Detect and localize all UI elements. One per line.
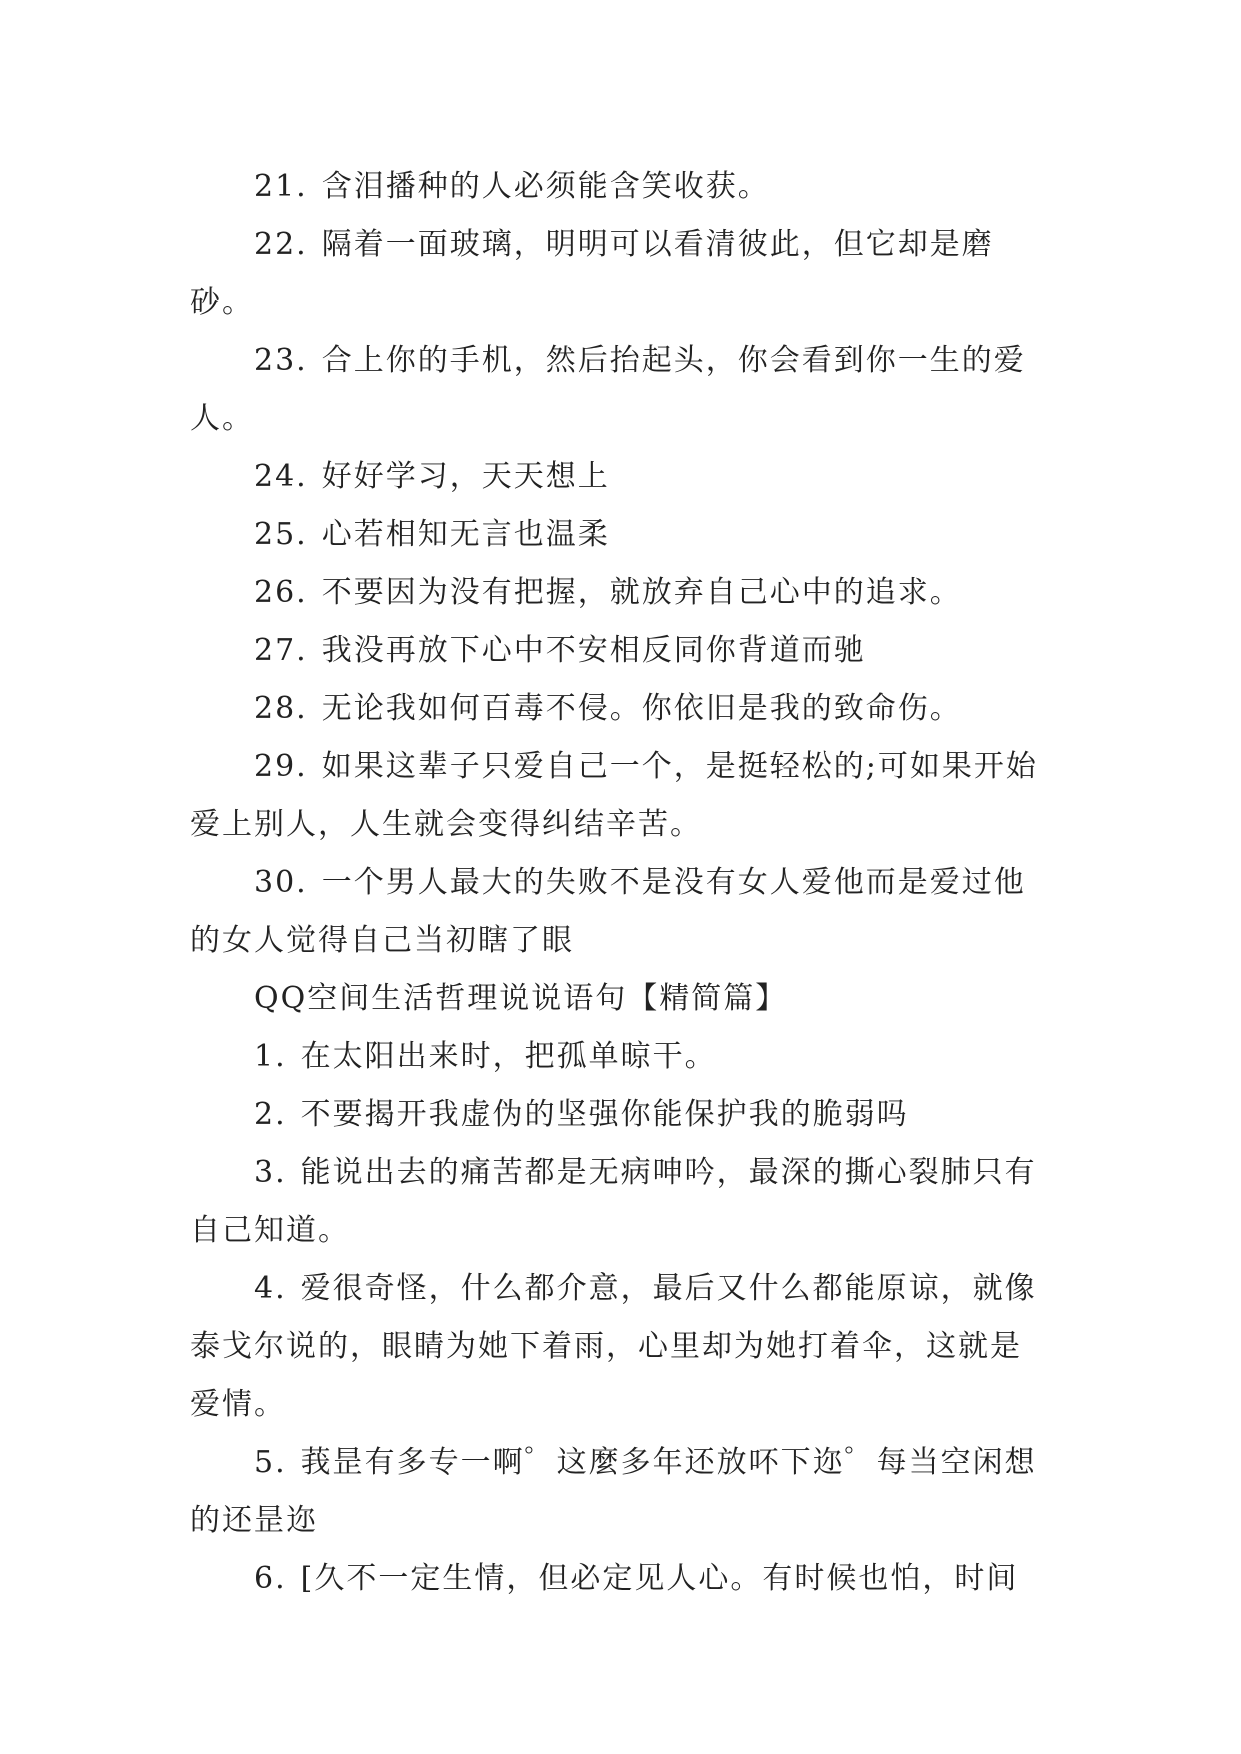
item-number: 25.: [254, 517, 308, 552]
list-item: [190, 622, 1052, 680]
document-body: [190, 158, 1052, 1608]
item-number: 6.: [254, 1561, 287, 1596]
item-text: 无论我如何百毒不侵。你依旧是我的致命伤。: [321, 691, 962, 726]
list-item: [190, 1144, 1052, 1260]
list-item: [190, 564, 1052, 622]
item-number: 4.: [254, 1271, 287, 1306]
list-item: [190, 448, 1052, 506]
item-number: 28.: [254, 691, 308, 726]
list-item: [190, 738, 1052, 854]
list-item: [190, 1028, 1052, 1086]
item-number: 24.: [254, 459, 308, 494]
item-number: 5.: [254, 1445, 287, 1480]
section-heading-text: QQ空间生活哲理说说语句【精简篇】: [254, 981, 788, 1016]
list-item: [190, 158, 1052, 216]
item-text: 心若相知无言也温柔: [321, 517, 610, 552]
item-text: 爱很奇怪，什么都介意，最后又什么都能原谅，就像泰戈尔说的，眼睛为她下着雨，心里却为她打着伞，这就是爱情。: [190, 1271, 1037, 1422]
item-text: 一个男人最大的失败不是没有女人爱他而是爱过他的女人觉得自己当初瞎了眼: [190, 865, 1026, 958]
item-text: [久不一定生情，但必定见人心。有时候也怕，时间: [300, 1561, 1019, 1596]
item-number: 29.: [254, 749, 308, 784]
item-text: 不要因为没有把握，就放弃自己心中的追求。: [321, 575, 962, 610]
list-item: [190, 1260, 1052, 1434]
item-text: 好好学习，天天想上: [321, 459, 610, 494]
item-number: 3.: [254, 1155, 287, 1190]
list-item: [190, 1550, 1052, 1608]
item-number: 21.: [254, 169, 308, 204]
list-item: [190, 680, 1052, 738]
list-item: [190, 854, 1052, 970]
item-text: 在太阳出来时，把孤单晾干。: [300, 1039, 717, 1074]
item-text: 合上你的手机，然后抬起头，你会看到你一生的爱人。: [190, 343, 1026, 436]
list-item: [190, 216, 1052, 332]
item-number: 26.: [254, 575, 308, 610]
item-text: 不要揭开我虚伪的坚强你能保护我的脆弱吗: [300, 1097, 909, 1132]
item-text: 含泪播种的人必须能含笑收获。: [321, 169, 770, 204]
item-number: 2.: [254, 1097, 287, 1132]
item-number: 23.: [254, 343, 308, 378]
item-text: 莪昰有多专一啊゜这麼多年还放吥下迩゜每当空闲想的还昰迩: [190, 1445, 1037, 1538]
item-number: 1.: [254, 1039, 287, 1074]
list-item: [190, 1086, 1052, 1144]
list-item: [190, 506, 1052, 564]
item-text: 能说出去的痛苦都是无病呻吟，最深的撕心裂肺只有自己知道。: [190, 1155, 1037, 1248]
item-number: 27.: [254, 633, 308, 668]
item-number: 30.: [254, 865, 308, 900]
item-text: 我没再放下心中不安相反同你背道而驰: [321, 633, 866, 668]
section-heading: [190, 970, 1052, 1028]
item-number: 22.: [254, 227, 308, 262]
list-item: [190, 1434, 1052, 1550]
item-text: 如果这辈子只爱自己一个，是挺轻松的;可如果开始爱上别人，人生就会变得纠结辛苦。: [190, 749, 1038, 842]
list-item: [190, 332, 1052, 448]
item-text: 隔着一面玻璃，明明可以看清彼此，但它却是磨砂。: [190, 227, 994, 320]
